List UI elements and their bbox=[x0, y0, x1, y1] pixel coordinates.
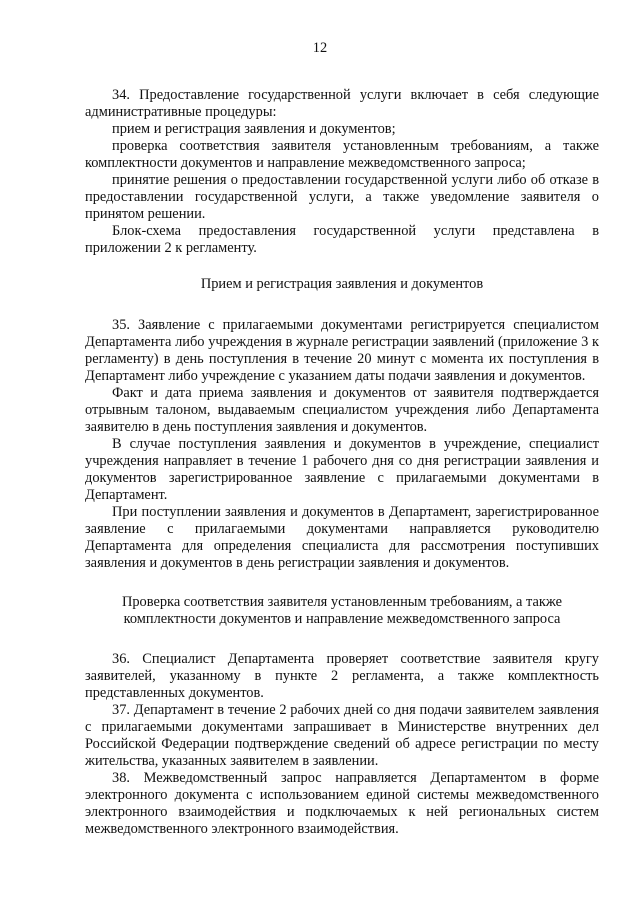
paragraph-36: 36. Специалист Департамента проверяет соответствие заявителя кругу заявителей, указанному в пункте 2 регламента, а также комплектность представленных документов. bbox=[85, 651, 599, 701]
section-heading-reception: Прием и регистрация заявления и документов bbox=[200, 276, 484, 292]
paragraph-37: 37. Департамент в течение 2 рабочих дней со дня подачи заявителем заявления с прилагаемыми документами запрашивает в Министерстве внутренних дел Российской Федерации подтверждение сведений об адресе регистрации по месту жительства, указанных заявителем в заявлении. bbox=[85, 702, 599, 769]
page-number: 12 bbox=[312, 40, 328, 56]
paragraph-34-flowchart: Блок-схема предоставления государственной услуги представлена в приложении 2 к регламенту. bbox=[85, 223, 599, 256]
paragraph-35-department: При поступлении заявления и документов в Департамент, зарегистрированное заявление с прилагаемыми документами направляется руководителю Департамента для определения специалиста для рассмотрения поступивших заявления и документов в день регистрации заявления и документов. bbox=[85, 504, 599, 571]
paragraph-34-item-2: проверка соответствия заявителя установленным требованиям, а также комплектности документов и направление межведомственного запроса; bbox=[85, 138, 599, 171]
paragraph-34: 34. Предоставление государственной услуги включает в себя следующие административные процедуры: bbox=[85, 87, 599, 120]
section-heading-verification-line-1: Проверка соответствия заявителя установленным требованиям, а также bbox=[121, 594, 563, 610]
paragraph-35-institution: В случае поступления заявления и документов в учреждение, специалист учреждения направляет в течение 1 рабочего дня со дня регистрации заявления и документов зарегистрированное заявление с прилагаемыми документами в Департамент. bbox=[85, 436, 599, 503]
paragraph-35: 35. Заявление с прилагаемыми документами регистрируется специалистом Департамента либо учреждения в журнале регистрации заявлений (приложение 3 к регламенту) в день поступления в течение 20 минут с момента их поступления в Департамент либо учреждение с указанием даты подачи заявления и документов. bbox=[85, 317, 599, 384]
paragraph-35-receipt: Факт и дата приема заявления и документов от заявителя подтверждается отрывным талоном, выдаваемым специалистом учреждения либо Департамента заявителю в день поступления заявления и документов. bbox=[85, 385, 599, 435]
paragraph-34-item-1: прием и регистрация заявления и документов; bbox=[112, 121, 396, 137]
paragraph-38: 38. Межведомственный запрос направляется Департаментом в форме электронного документа с использованием единой системы межведомственного электронного взаимодействия и подключаемых к ней региональных систем межведомственного электронного взаимодействия. bbox=[85, 770, 599, 837]
section-heading-verification-line-2: комплектности документов и направление межведомственного запроса bbox=[123, 611, 561, 627]
paragraph-34-item-3: принятие решения о предоставлении государственной услуги либо об отказе в предоставлении государственной услуги, а также уведомление заявителя о принятом решении. bbox=[85, 172, 599, 222]
